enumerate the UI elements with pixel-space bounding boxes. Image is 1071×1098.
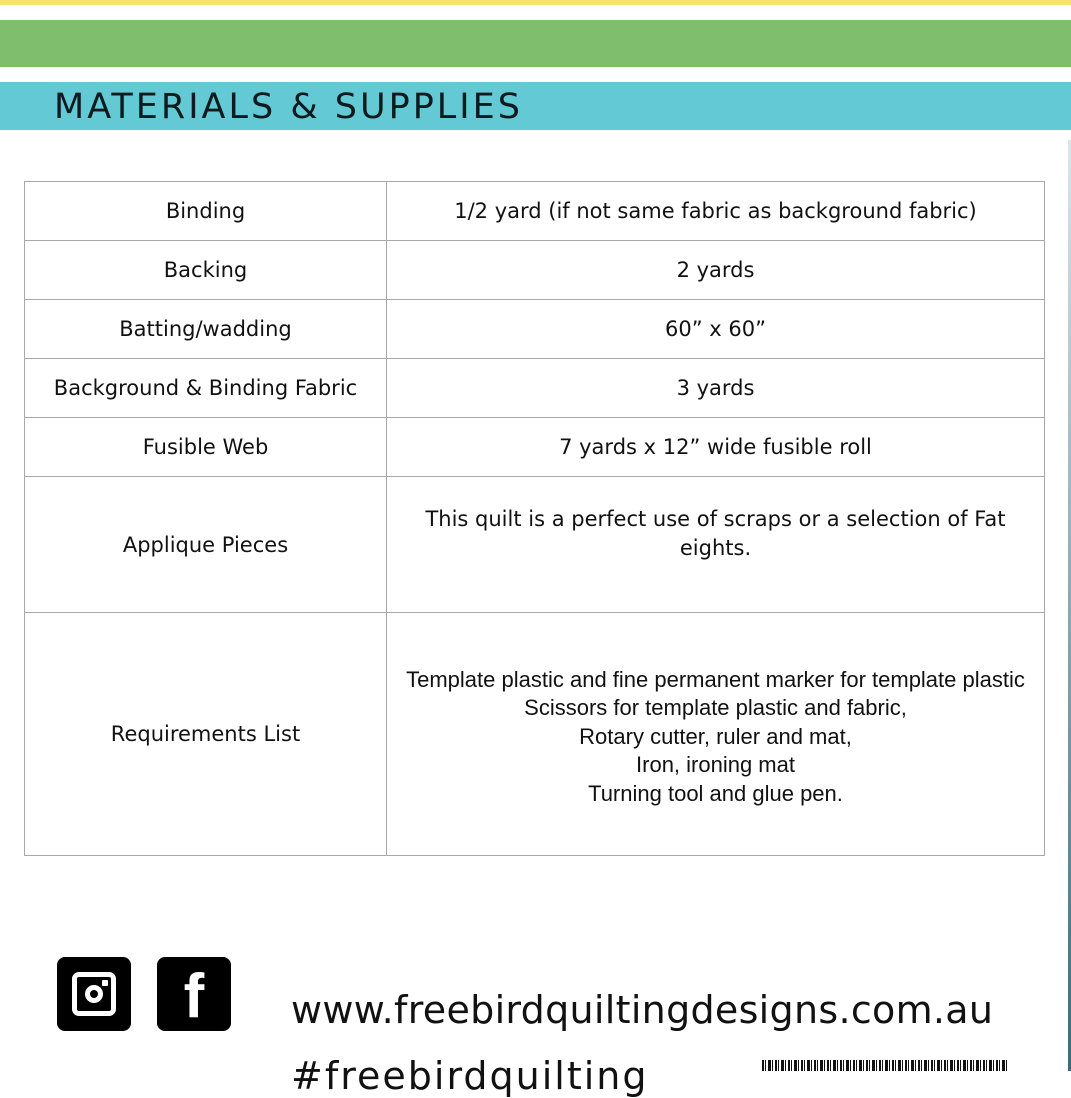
instagram-icon[interactable] xyxy=(57,957,131,1031)
material-name: Binding xyxy=(25,182,387,241)
material-amount: 3 yards xyxy=(387,359,1045,418)
table-row xyxy=(25,477,1045,613)
table-row xyxy=(25,359,1045,418)
materials-table xyxy=(24,181,1045,856)
table-row xyxy=(25,241,1045,300)
requirement-item: Iron, ironing mat xyxy=(636,752,795,778)
yellow-stripe xyxy=(0,0,1071,5)
requirement-item: Rotary cutter, ruler and mat, xyxy=(579,723,852,749)
hashtag-text: #freebirdquilting xyxy=(291,1054,649,1098)
material-name: Fusible Web xyxy=(25,418,387,477)
instagram-lens xyxy=(85,985,103,1003)
material-amount: 2 yards xyxy=(387,241,1045,300)
instagram-camera-body xyxy=(72,972,116,1016)
material-name: Batting/wadding xyxy=(25,300,387,359)
material-name: Requirements List xyxy=(25,613,387,856)
facebook-f-glyph: f xyxy=(183,962,205,1031)
requirement-item: Template plastic and fine permanent marker for template plastic xyxy=(406,666,1025,692)
material-name: Backing xyxy=(25,241,387,300)
table-row xyxy=(25,613,1045,856)
requirement-item: Turning tool and glue pen. xyxy=(588,780,843,806)
material-amount: 60” x 60” xyxy=(387,300,1045,359)
table-row xyxy=(25,300,1045,359)
hashtag-area xyxy=(291,1054,649,1098)
green-stripe xyxy=(0,20,1071,67)
facebook-icon[interactable] xyxy=(157,957,231,1031)
barcode xyxy=(762,1060,1008,1071)
website-link[interactable]: www.freebirdquiltingdesigns.com.au xyxy=(291,988,994,1032)
material-amount: 7 yards x 12” wide fusible roll xyxy=(387,418,1045,477)
page-title: MATERIALS & SUPPLIES xyxy=(54,87,523,127)
material-name: Applique Pieces xyxy=(25,477,387,613)
material-name: Background & Binding Fabric xyxy=(25,359,387,418)
material-amount: 1/2 yard (if not same fabric as background fabric) xyxy=(387,182,1045,241)
table-row xyxy=(25,418,1045,477)
section-header xyxy=(0,82,1071,130)
instagram-flash xyxy=(102,980,108,986)
table-row xyxy=(25,182,1045,241)
material-amount: This quilt is a perfect use of scraps or a selection of Fat eights. xyxy=(387,477,1045,613)
requirements-list xyxy=(387,613,1045,856)
requirement-item: Scissors for template plastic and fabric, xyxy=(524,695,907,721)
